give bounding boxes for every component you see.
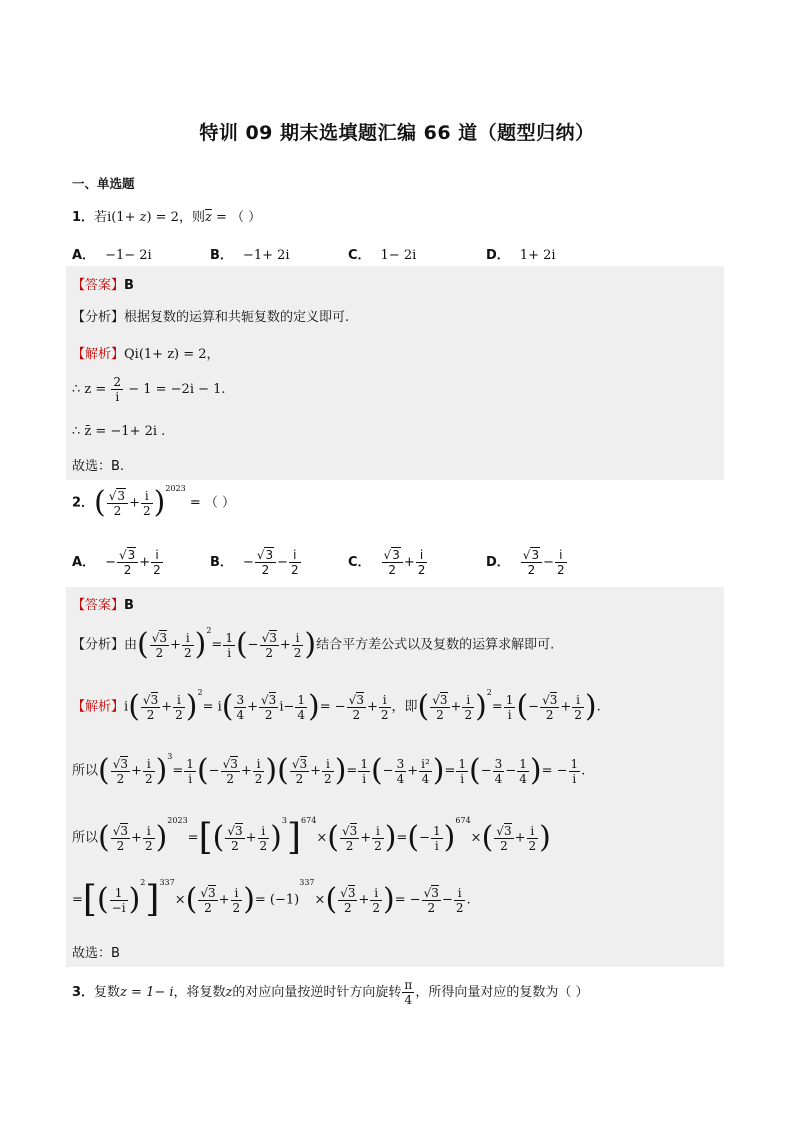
- q1-solution-line3: ∴ z̄ = −1+ 2i .: [72, 424, 166, 439]
- q2-option-b[interactable]: B． − $\frac{√3}{2}$ − $\frac{i}{2}$: [210, 548, 299, 577]
- q2-solution-line4: =[( $\frac{1}{-i}$ )$^2$]$^{337}$×( $\frac{√3}{2}$ + $\frac{i}{2}$ )= $(-1)^{337}\times$( $\frac{√3}{2}$ + $\frac{i}{2}$ )= − $\frac{√3}{2}$ − $\frac{i}{2}$ .: [72, 878, 471, 920]
- fraction: $\frac{2}{i}$: [113, 375, 122, 404]
- q1-option-a[interactable]: A． −1− 2i: [72, 248, 152, 263]
- question-number: 3．: [72, 985, 95, 1000]
- q1-analysis: 【分析】根据复数的运算和共轭复数的定义即可.: [72, 310, 350, 325]
- q1-option-c[interactable]: C． 1− 2i: [348, 248, 417, 263]
- q2-solution-line1: 【解析】i( $\frac{√3}{2}$ + $\frac{i}{2}$ )$^2$= i( $\frac{3}{4}$ + $\frac{√3}{2}$ i− $\frac{1}{4}$ )= − $\frac{√3}{2}$ + $\frac{i}{2}$ ，即( $\frac{√3}{2}$ + $\frac{i}{2}$ )$^2$= $\frac{1}{i}$ (− $\frac{√3}{2}$ + $\frac{i}{2}$ ).: [72, 688, 601, 724]
- q1-option-d[interactable]: D． 1+ 2i: [486, 248, 556, 263]
- q2-answer: 【答案】B: [72, 598, 134, 613]
- question-number: 1．: [72, 210, 95, 225]
- q2-option-c[interactable]: C． $\frac{√3}{2}$ + $\frac{i}{2}$: [348, 548, 426, 577]
- question-number: 2．: [72, 495, 95, 511]
- q1-answer: 【答案】B: [72, 278, 134, 293]
- question-1-stem: 1．若i(1+ z) = 2，则$\overline{z}$ = （ ）: [72, 210, 262, 225]
- q2-choose: 故选：B: [72, 946, 120, 961]
- q1-option-b[interactable]: B． −1+ 2i: [210, 248, 290, 263]
- z-conjugate: $\overline{z}$: [204, 210, 212, 225]
- question-3-stem: 3．复数z = 1− i，将复数z的对应向量按逆时针方向旋转 $\frac{\pi}{4}$ ，所得向量对应的复数为（ ）: [72, 978, 589, 1007]
- q2-analysis: 【分析】由( $\frac{√3}{2}$ + $\frac{i}{2}$ )$^2$= $\frac{1}{i}$ (− $\frac{√3}{2}$ + $\frac{i}{2}$ )结合平方差公式以及复数的运算求解即可.: [72, 626, 555, 662]
- question-2-stem: 2．( $\frac{√3}{2}$ + $\frac{i}{2}$ )$^{2023}$ = （ ）: [72, 484, 235, 520]
- q1-choose: 故选：B.: [72, 459, 125, 474]
- q2-solution-line2: 所以( $\frac{√3}{2}$ + $\frac{i}{2}$ )$^3$= $\frac{1}{i}$ (− $\frac{√3}{2}$ + $\frac{i}{2}$ )( $\frac{√3}{2}$ + $\frac{i}{2}$ )= $\frac{1}{i}$ (− $\frac{3}{4}$ + $\frac{\text{i²}}{4}$ )= $\frac{1}{i}$ (− $\frac{3}{4}$ − $\frac{1}{4}$ )= − $\frac{1}{i}$ .: [72, 752, 586, 788]
- q2-option-a[interactable]: A． − $\frac{√3}{2}$ + $\frac{i}{2}$: [72, 548, 161, 577]
- document-title: 特训 09 期末选填题汇编 66 道（题型归纳）: [199, 122, 595, 144]
- q1-solution-line2: ∴ z = $\frac{2}{i}$ − 1 = −2i − 1.: [72, 375, 226, 404]
- equation: i(1+ z) = 2: [107, 210, 179, 225]
- q1-solution-line1: 【解析】Qi(1+ z) = 2，: [72, 347, 220, 362]
- section-heading: 一、单选题: [72, 176, 135, 191]
- q1-answer-box: [66, 266, 724, 480]
- q2-option-d[interactable]: D． $\frac{√3}{2}$ − $\frac{i}{2}$: [486, 548, 565, 577]
- q2-solution-line3: 所以( $\frac{√3}{2}$ + $\frac{i}{2}$ )$^{2023}$=[( $\frac{√3}{2}$ + $\frac{i}{2}$ )$^3$]$^{674}$×( $\frac{√3}{2}$ + $\frac{i}{2}$ )=(− $\frac{1}{i}$ )$^{674}$×( $\frac{√3}{2}$ + $\frac{i}{2}$ ): [72, 816, 551, 858]
